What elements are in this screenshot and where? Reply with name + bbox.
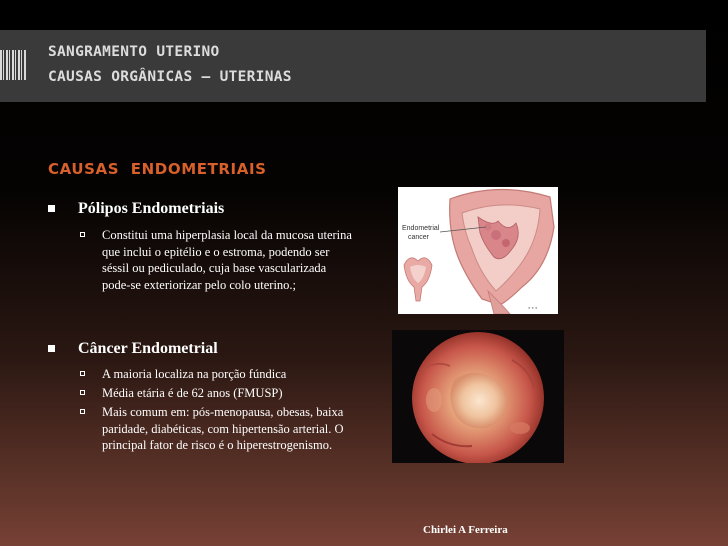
sub-bullet (80, 227, 355, 293)
sub-bullet-text: Mais comum em: pós-menopausa, obesas, baixa paridade, diabéticas, com hipertensão arterial. O principal fator de risco é o hiperestrogenismo. (102, 405, 344, 452)
title-bar (0, 30, 706, 102)
endoscopy-photo (392, 330, 564, 463)
square-bullet-icon (48, 205, 55, 212)
sub-bullet-text: Constitui uma hiperplasia local da mucosa uterina que inclui o epitélio e o estroma, podendo ser séssil ou pediculado, cuja base vascularizada pode-se exteriorizar pelo colo uterino.; (102, 228, 352, 292)
section-heading: CAUSAS ENDOMETRIAIS (48, 160, 267, 178)
author-credit: Chirlei A Ferreira (423, 524, 508, 536)
uterus-illustration (398, 187, 558, 314)
uterus-diagram-svg (398, 187, 558, 314)
sub-bullet (80, 366, 355, 383)
bullet-label: Câncer Endometrial (78, 340, 218, 357)
sub-bullet-text: A maioria localiza na porção fúndica (102, 367, 287, 381)
hollow-square-bullet-icon (80, 371, 85, 376)
square-bullet-icon (48, 345, 55, 352)
barcode-decoration (0, 50, 26, 80)
illustration-label-line-1: Endometrial (402, 225, 440, 232)
svg-text:● ● ●: ● ● ● (528, 305, 538, 310)
hollow-square-bullet-icon (80, 390, 85, 395)
slide-title-line-1: SANGRAMENTO UTERINO (48, 44, 220, 60)
hollow-square-bullet-icon (80, 409, 85, 414)
sub-bullet-text: Média etária é de 62 anos (FMUSP) (102, 386, 283, 400)
bullet-label: Pólipos Endometriais (78, 200, 225, 217)
endoscopy-photo-svg (392, 330, 564, 463)
slide-title-line-2: CAUSAS ORGÂNICAS – UTERINAS (48, 69, 292, 85)
sub-bullet (80, 385, 355, 402)
sub-bullet (80, 404, 355, 454)
hollow-square-bullet-icon (80, 232, 85, 237)
illustration-label-line-2: cancer (408, 234, 430, 241)
